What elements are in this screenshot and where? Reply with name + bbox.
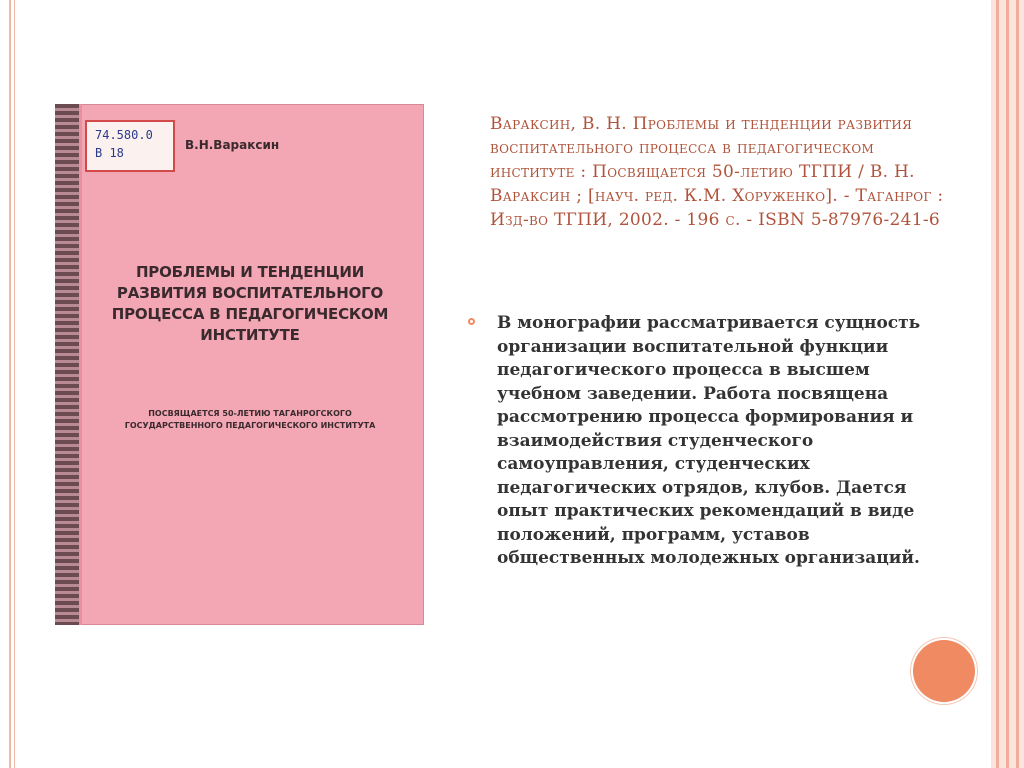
right-decor-strip (1006, 0, 1009, 768)
cover-author: В.Н.Вараксин (185, 138, 280, 152)
sticker-line: В 18 (95, 146, 124, 160)
description-text: В монографии рассматривается сущность организации воспитательной функции педагогического процесса в высшем учебном заведении. Работа посвящена рассмотрению процесса формирования и взаимодействия студенческого самоуправления, студенческих педагогических отрядов, клубов. Дается опыт практических рекомендаций в виде положений, программ, уставов общественных молодежных организаций. (497, 313, 921, 568)
right-decor-strip (996, 0, 999, 768)
book-spine (55, 104, 79, 625)
cover-title: ПРОБЛЕМЫ И ТЕНДЕНЦИИ РАЗВИТИЯ ВОСПИТАТЕЛЬНОГО ПРОЦЕССА В ПЕДАГОГИЧЕСКОМ ИНСТИТУТЕ (111, 263, 389, 344)
spine-edge (79, 104, 82, 625)
left-frame-line (9, 0, 11, 768)
cover-dedication: ПОСВЯЩАЕТСЯ 50-ЛЕТИЮ ТАГАНРОГСКОГО ГОСУДАРСТВЕННОГО ПЕДАГОГИЧЕСКОГО ИНСТИТУТА (124, 409, 376, 430)
right-decor-strip (1016, 0, 1019, 768)
sticker-line: 74.580.0 (95, 128, 153, 142)
left-frame-line-inner (14, 0, 15, 768)
bullet-icon (468, 318, 475, 325)
decorative-circle (913, 640, 975, 702)
bibliographic-citation: Вараксин, В. Н. Проблемы и тенденции развития воспитательного процесса в педагогическом институте : Посвящается 50-летию ТГПИ / В. Н. Вараксин ; [науч. ред. К.М. Хоруженко]. - Таганрог : Изд-во ТГПИ, 2002. - 196 с. - ISBN 5-87976-241-6 (490, 114, 944, 230)
library-sticker (85, 120, 175, 172)
book-cover-image (55, 104, 424, 625)
